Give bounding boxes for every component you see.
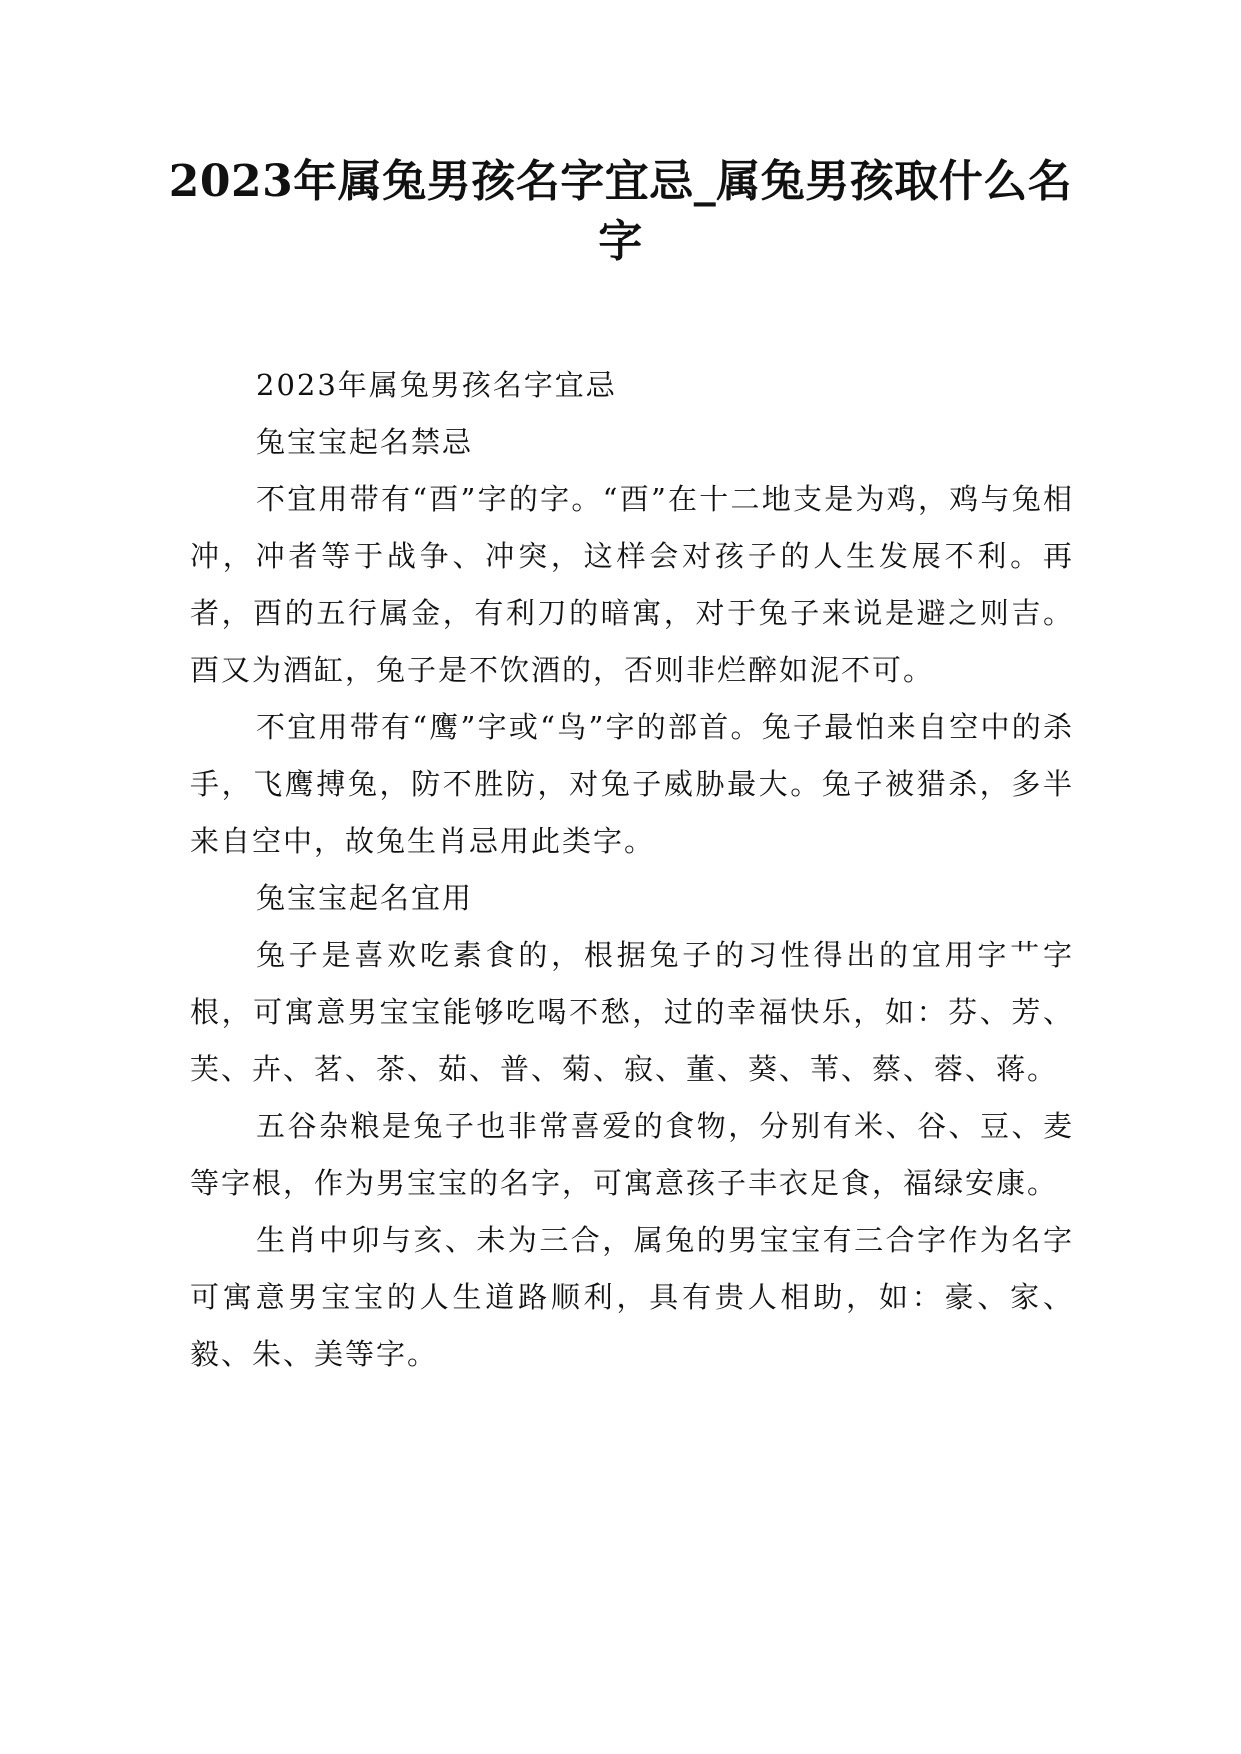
paragraph-grain-radical: 五谷杂粮是兔子也非常喜爱的食物，分别有米、谷、豆、麦等字根，作为男宝宝的名字，可寓意孩子丰衣足食，福绿安康。 <box>190 1109 1074 1200</box>
paragraph-grass-radical: 兔子是喜欢吃素食的，根据兔子的习性得出的宜用字艹字根，可寓意男宝宝能够吃喝不愁，过的幸福快乐，如：芬、芳、芙、卉、茗、茶、茹、普、菊、寂、董、葵、苇、蔡、蓉、蒋。 <box>190 938 1074 1086</box>
document-title: 2023年属兔男孩名字宜忌_属兔男孩取什么名字 <box>168 156 1073 267</box>
paragraph-you-character: 不宜用带有“酉”字的字。“酉”在十二地支是为鸡，鸡与兔相冲，冲者等于战争、冲突，这样会对孩子的人生发展不利。再者，酉的五行属金，有利刀的暗寓，对于兔子来说是避之则吉。酉又为酒缸，兔子是不饮酒的，否则非烂醉如泥不可。 <box>190 482 1074 687</box>
section-heading-main: 2023年属兔男孩名字宜忌 <box>256 368 617 402</box>
paragraph-bird-radical: 不宜用带有“鹰”字或“鸟”字的部首。兔子最怕来自空中的杀手，飞鹰搏兔，防不胜防，对兔子威胁最大。兔子被猎杀，多半来自空中，故兔生肖忌用此类字。 <box>190 710 1074 858</box>
section-heading-suitable: 兔宝宝起名宜用 <box>256 881 474 915</box>
paragraph-sanhe-characters: 生肖中卯与亥、未为三合，属兔的男宝宝有三合字作为名字可寓意男宝宝的人生道路顺利，具有贵人相助，如：豪、家、毅、朱、美等字。 <box>190 1223 1074 1371</box>
document-body <box>190 357 1074 1383</box>
section-heading-taboo: 兔宝宝起名禁忌 <box>256 425 474 459</box>
